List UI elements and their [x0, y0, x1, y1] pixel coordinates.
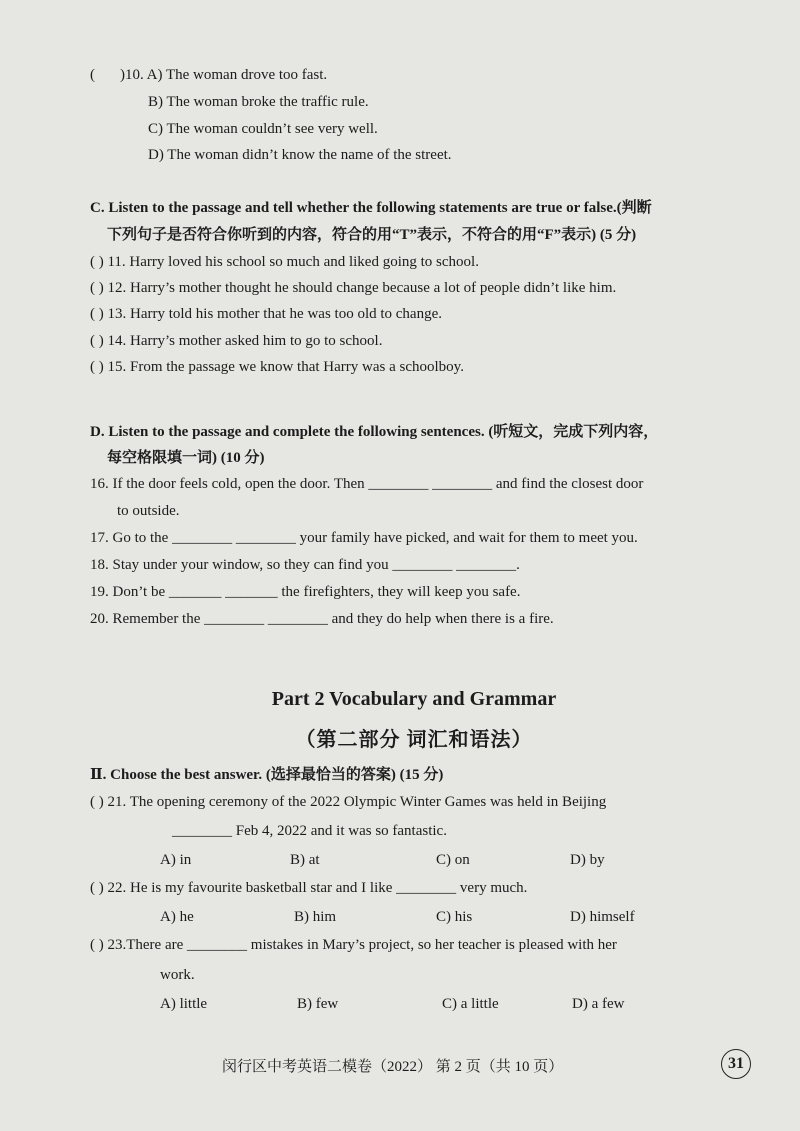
q10-option-b: B) The woman broke the traffic rule.: [148, 94, 369, 110]
q23-option-c: C) a little: [442, 996, 499, 1012]
q23-stem-continued: work.: [160, 967, 195, 983]
q19: 19. Don’t be _______ _______ the firefighters, they will keep you safe.: [90, 584, 521, 600]
q21-option-d: D) by: [570, 852, 605, 868]
section-c-instructions: 下列句子是否符合你听到的内容，符合的用“T”表示，不符合的用“F”表示) (5 分): [107, 227, 637, 243]
q22-stem: ( ) 22. He is my favourite basketball star and I like ________ very much.: [90, 880, 528, 896]
q23-option-d: D) a few: [572, 996, 625, 1012]
page-number-badge: 31: [721, 1049, 751, 1079]
q11: ( ) 11. Harry loved his school so much and liked going to school.: [90, 254, 479, 270]
section-c-heading: C. Listen to the passage and tell whether the following statements are true or false.(判断: [90, 200, 652, 216]
section-d-heading: D. Listen to the passage and complete the following sentences. (听短文，完成下列内容，: [90, 424, 659, 440]
q17: 17. Go to the ________ ________ your family have picked, and wait for them to meet you.: [90, 530, 638, 546]
q22-option-c: C) his: [436, 909, 473, 925]
page-footer: 闵行区中考英语二模卷（2022） 第 2 页（共 10 页）: [222, 1059, 564, 1075]
section-ii-heading: Ⅱ. Choose the best answer. (选择最恰当的答案) (15 分): [90, 767, 444, 783]
q18: 18. Stay under your window, so they can find you ________ ________.: [90, 557, 520, 573]
q21-option-c: C) on: [436, 852, 470, 868]
q22-option-a: A) he: [160, 909, 194, 925]
q10-option-d: D) The woman didn’t know the name of the street.: [148, 147, 452, 163]
q10-option-c: C) The woman couldn’t see very well.: [148, 121, 378, 137]
q16: 16. If the door feels cold, open the door. Then ________ ________ and find the closest door: [90, 476, 644, 492]
q21-option-a: A) in: [160, 852, 192, 868]
q21-stem-continued: ________ Feb 4, 2022 and it was so fantastic.: [172, 823, 447, 839]
q15: ( ) 15. From the passage we know that Harry was a schoolboy.: [90, 359, 464, 375]
q21-option-b: B) at: [290, 852, 320, 868]
q10-stem: )10. A) The woman drove too fast.: [120, 67, 328, 83]
part2-title: Part 2 Vocabulary and Grammar: [271, 688, 557, 710]
q21-stem: ( ) 21. The opening ceremony of the 2022 Olympic Winter Games was held in Beijing: [90, 794, 607, 810]
q16-continued: to outside.: [117, 503, 180, 519]
q13: ( ) 13. Harry told his mother that he was too old to change.: [90, 306, 443, 322]
q23-option-a: A) little: [160, 996, 208, 1012]
q10-paren: (: [90, 67, 95, 83]
part2-subtitle: （第二部分 词汇和语法）: [295, 729, 533, 751]
q23-stem: ( ) 23.There are ________ mistakes in Mary’s project, so her teacher is pleased with her: [90, 937, 617, 953]
section-d-instructions: 每空格限填一词) (10 分): [107, 450, 265, 466]
q22-option-b: B) him: [294, 909, 337, 925]
q22-option-d: D) himself: [570, 909, 635, 925]
q20: 20. Remember the ________ ________ and they do help when there is a fire.: [90, 611, 554, 627]
q12: ( ) 12. Harry’s mother thought he should change because a lot of people didn’t like him.: [90, 280, 617, 296]
q14: ( ) 14. Harry’s mother asked him to go to school.: [90, 333, 383, 349]
q23-option-b: B) few: [297, 996, 339, 1012]
